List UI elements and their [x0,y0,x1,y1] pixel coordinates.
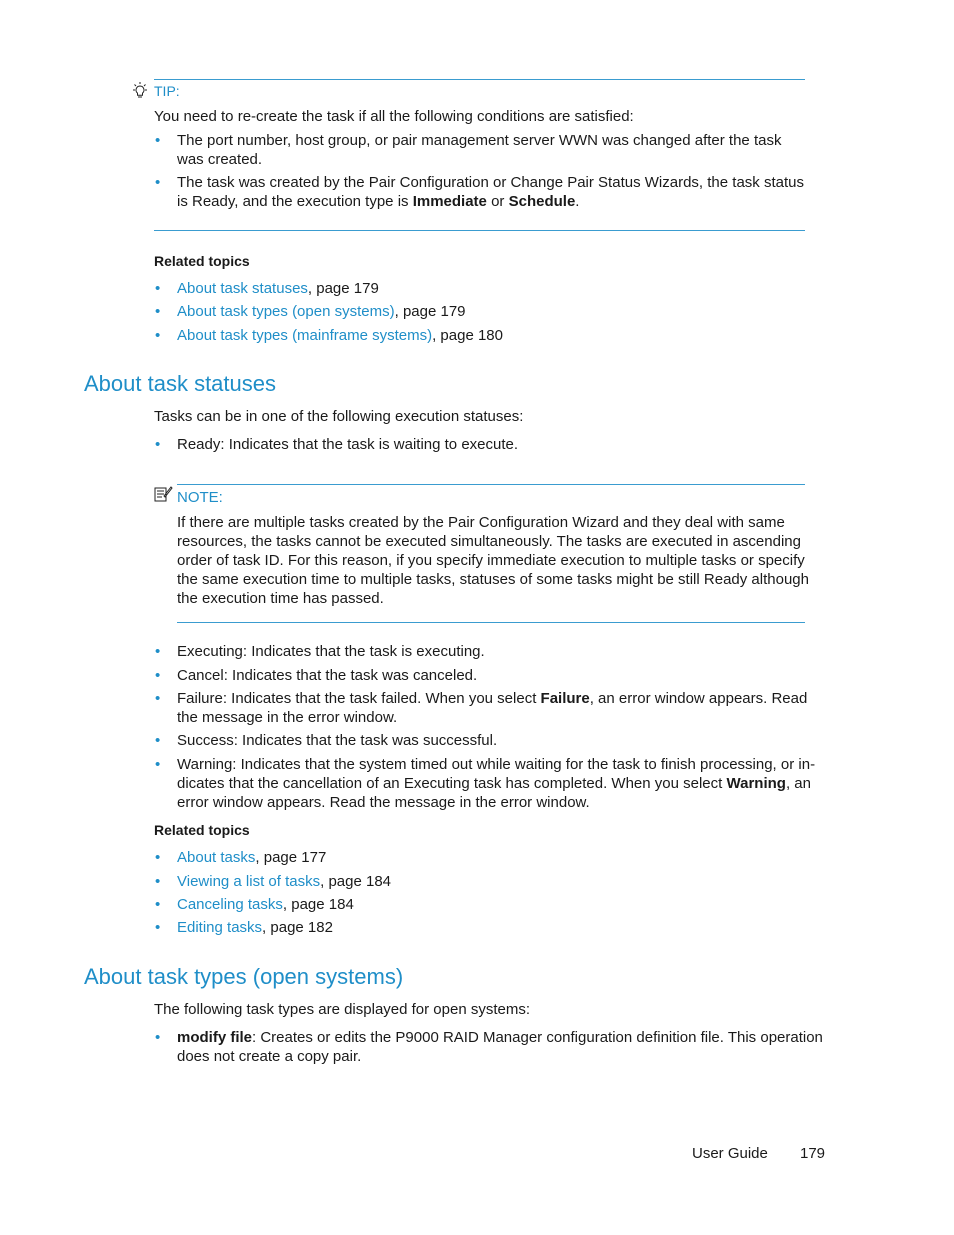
related-item: About tasks, page 177 [177,849,327,866]
section-heading-task-statuses: About task statuses [84,371,276,396]
related-item: Viewing a list of tasks, page 184 [177,873,392,890]
tip-intro: You need to re-create the task if all the following conditions are satisfied: [154,108,634,125]
status-warning: Warning: Indicates that the system timed out while waiting for the task to finish processing, or indicates that the cancellation of an Executing task has completed. When you select Warning, an error window appears. Read the message in the error window. [177,756,816,811]
lightbulb-icon [130,81,150,101]
status-cancel: Cancel: Indicates that the task was canceled. [177,667,478,684]
task-type-modify-file: modify file: Creates or edits the P9000 RAID Manager configuration definition file. This operation does not create a copy pair. [177,1029,823,1065]
status-success: Success: Indicates that the task was successful. [177,732,498,749]
related-item: About task statuses, page 179 [177,280,379,297]
bullet: • [155,896,161,913]
note-icon [153,485,173,503]
note-top-rule [177,484,805,485]
status-failure: Failure: Indicates that the task failed. When you select Failure, an error window appears. Read the message in the error window. [177,690,808,726]
note-text: If there are multiple tasks created by the Pair Configuration Wizard and they deal with same resources, the tasks cannot be executed simultaneously. The tasks are executed in ascending order of task ID. For this reason, if you specify immediate execution to multiple tasks or specify the same execution time to multiple tasks, statuses of some tasks might be still Ready although the execution time has passed. [177,514,809,607]
bullet: • [155,436,161,453]
section-intro: Tasks can be in one of the following execution statuses: [154,408,524,425]
section-heading-task-types-open: About task types (open systems) [84,964,404,989]
tip-bottom-rule [154,230,805,231]
link-about-task-statuses[interactable]: About task statuses [177,280,308,297]
tip-top-rule [154,79,805,80]
link-viewing-list-of-tasks[interactable]: Viewing a list of tasks [177,873,321,890]
status-executing: Executing: Indicates that the task is executing. [177,643,485,660]
bullet: • [155,919,161,936]
related-item: Canceling tasks, page 184 [177,896,354,913]
note-bottom-rule [177,622,805,623]
related-item: About task types (mainframe systems), page 180 [177,327,503,344]
bullet: • [155,732,161,749]
bullet: • [155,873,161,890]
note-label: NOTE: [177,489,223,506]
bullet: • [155,756,161,773]
related-topics-heading: Related topics [154,253,250,269]
related-item: Editing tasks, page 182 [177,919,333,936]
tip-label: TIP: [154,83,180,99]
link-canceling-tasks[interactable]: Canceling tasks [177,896,283,913]
bullet: • [155,327,161,344]
footer-page-number: 179 [800,1145,826,1162]
tip-item-1: The port number, host group, or pair management server WWN was changed after the task was created. [177,132,782,168]
related-item: About task types (open systems), page 179 [177,303,466,320]
bullet: • [155,280,161,297]
bullet: • [155,667,161,684]
bullet: • [155,132,161,149]
link-editing-tasks[interactable]: Editing tasks [177,919,263,936]
bullet: • [155,643,161,660]
section-intro: The following task types are displayed for open systems: [154,1001,531,1018]
footer-guide-label: User Guide [692,1145,768,1162]
link-about-task-types-open[interactable]: About task types (open systems) [177,303,395,320]
bullet: • [155,174,161,191]
bullet: • [155,303,161,320]
link-about-tasks[interactable]: About tasks [177,849,256,866]
bullet: • [155,690,161,707]
status-ready: Ready: Indicates that the task is waiting to execute. [177,436,519,453]
tip-item-2: The task was created by the Pair Configuration or Change Pair Status Wizards, the task status is Ready, and the execution type is Immediate or Schedule. [177,174,804,210]
bullet: • [155,849,161,866]
link-about-task-types-mainframe[interactable]: About task types (mainframe systems) [177,327,433,344]
related-topics-heading: Related topics [154,822,250,838]
bullet: • [155,1029,161,1046]
